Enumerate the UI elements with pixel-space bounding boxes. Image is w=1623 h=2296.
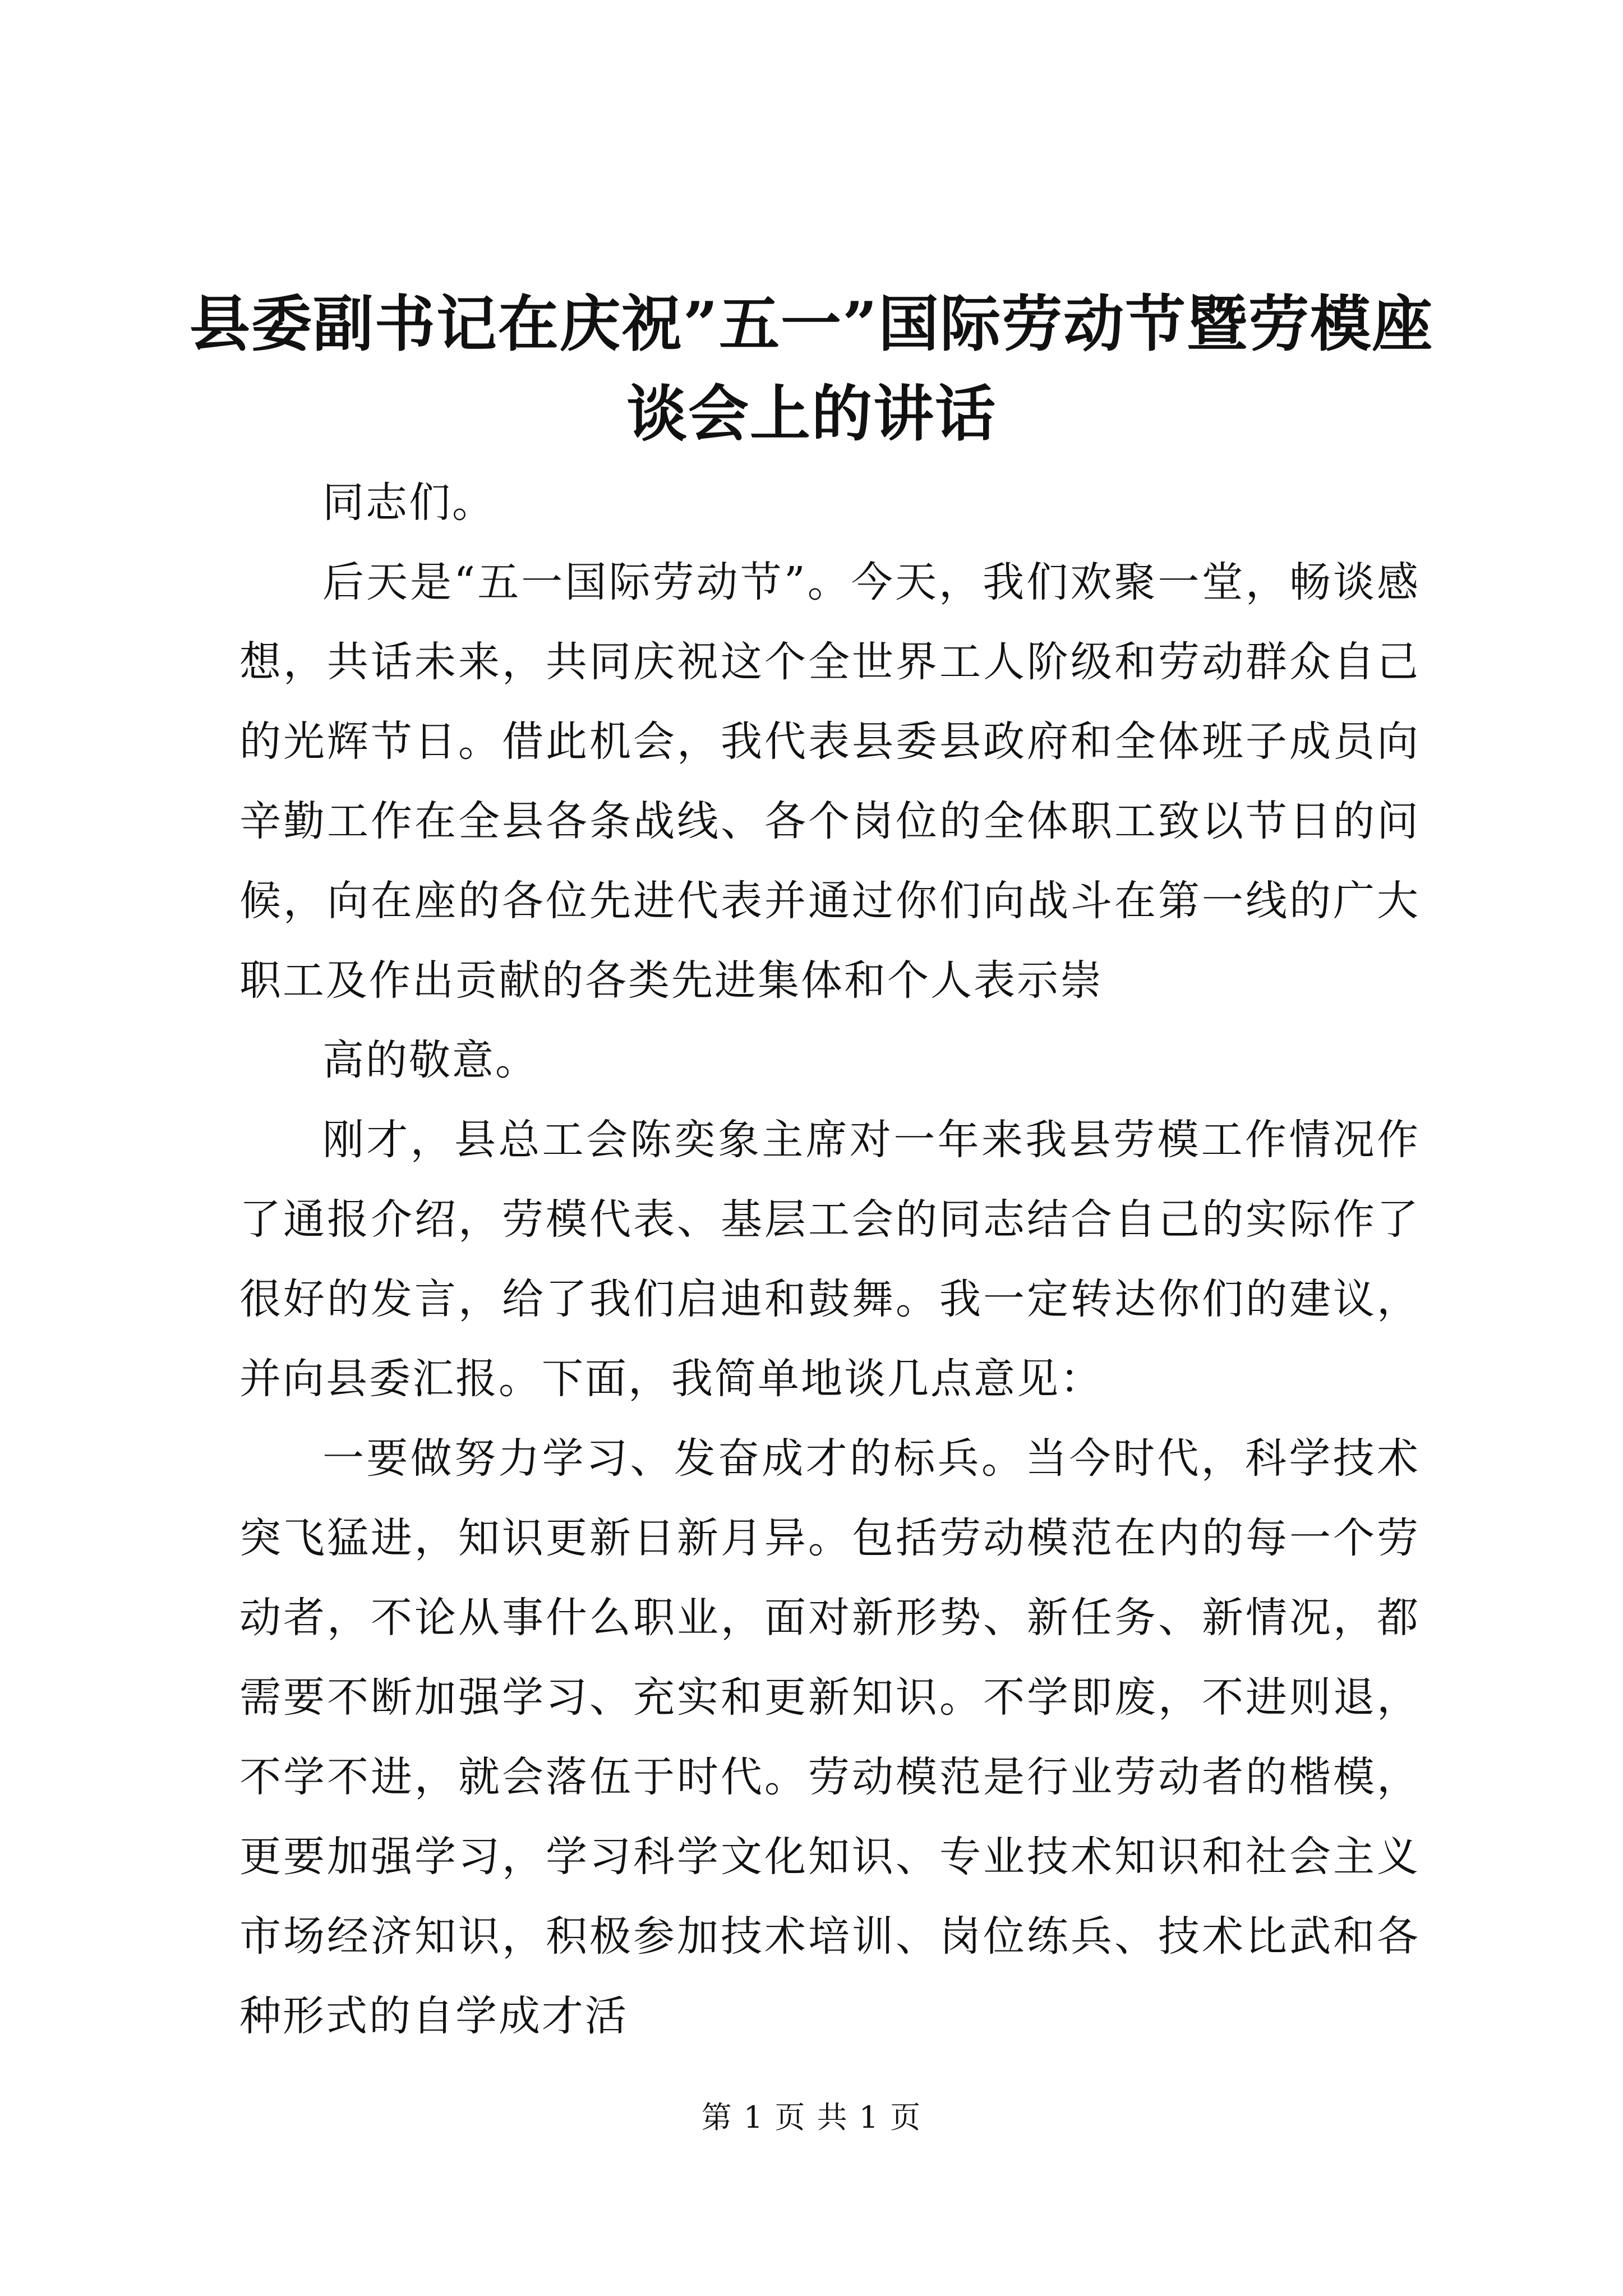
paragraph-opening: 后天是“五一国际劳动节”。今天，我们欢聚一堂，畅谈感想，共话未来，共同庆祝这个全世界工人阶级和劳动群众自己的光辉节日。借此机会，我代表县委县政府和全体班子成员向辛勤工作在全县各条战线、各个岗位的全体职工致以节日的问候，向在座的各位先进代表并通过你们向战斗在第一线的广大职工及作出贡献的各类先进集体和个人表示崇 (239, 558, 1420, 1005)
paragraph-respect: 高的敬意。 (322, 1036, 538, 1084)
paragraph-salutation: 同志们。 (322, 478, 495, 527)
document-body (239, 463, 1420, 2056)
paragraph-report: 刚才，县总工会陈奕象主席对一年来我县劳模工作情况作了通报介绍，劳模代表、基层工会的同志结合自己的实际作了很好的发言，给了我们启迪和鼓舞。我一定转达你们的建议，并向县委汇报。下面，我简单地谈几点意见： (239, 1116, 1420, 1403)
page-footer: 第 1 页 共 1 页 (701, 2100, 922, 2135)
document-title: 县委副书记在庆祝”五一”国际劳动节暨劳模座谈会上的讲话 (189, 289, 1434, 449)
paragraph-study: 一要做努力学习、发奋成才的标兵。当今时代，科学技术突飞猛进，知识更新日新月异。包括劳动模范在内的每一个劳动者，不论从事什么职业，面对新形势、新任务、新情况，都需要不断加强学习、充实和更新知识。不学即废，不进则退，不学不进，就会落伍于时代。劳动模范是行业劳动者的楷模，更要加强学习，学习科学文化知识、专业技术知识和社会主义市场经济知识，积极参加技术培训、岗位练兵、技术比武和各种形式的自学成才活 (239, 1434, 1420, 2040)
